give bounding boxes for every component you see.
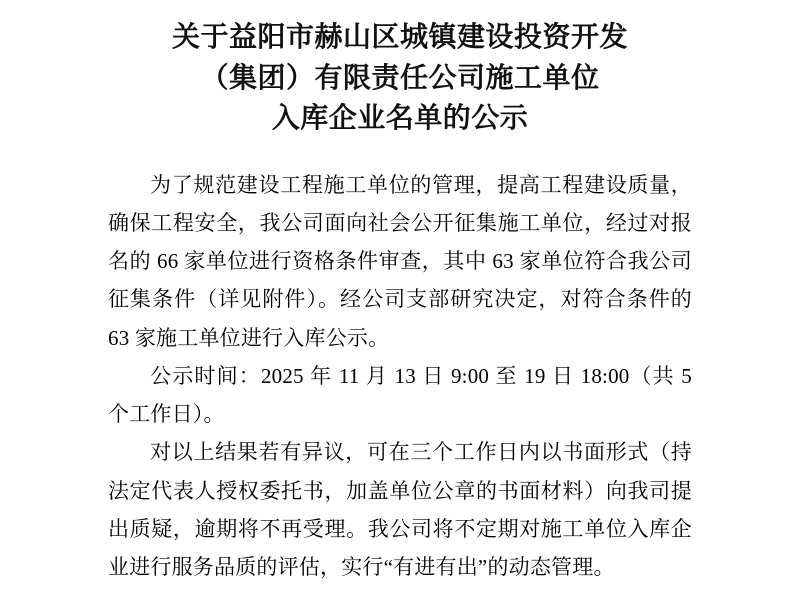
paragraph-1: 为了规范建设工程施工单位的管理，提高工程建设质量，确保工程安全，我公司面向社会公开征集施工单位，经过对报名的 66 家单位进行资格条件审查，其中 63 家单位符合我公司征集条件（详见附件）。经公司支部研究决定，对符合条件的 63 家施工单位进行入库公示。 <box>108 172 692 350</box>
page-title-line-2: （集团）有限责任公司施工单位 <box>200 62 600 94</box>
page-title-line-3: 入库企业名单的公示 <box>271 103 529 135</box>
page-title <box>108 18 692 140</box>
page-title-line-1: 关于益阳市赫山区城镇建设投资开发 <box>171 22 628 53</box>
paragraph-3: 对以上结果若有异议，可在三个工作日内以书面形式（持法定代表人授权委托书，加盖单位公章的书面材料）向我司提出质疑，逾期将不再受理。我公司将不定期对施工单位入库企业进行服务品质的评估，实行“有进有出”的动态管理。 <box>108 440 692 579</box>
document-body <box>108 166 692 586</box>
paragraph-2: 公示时间：2025 年 11 月 13 日 9:00 至 19 日 18:00（共 5 个工作日）。 <box>108 363 692 427</box>
